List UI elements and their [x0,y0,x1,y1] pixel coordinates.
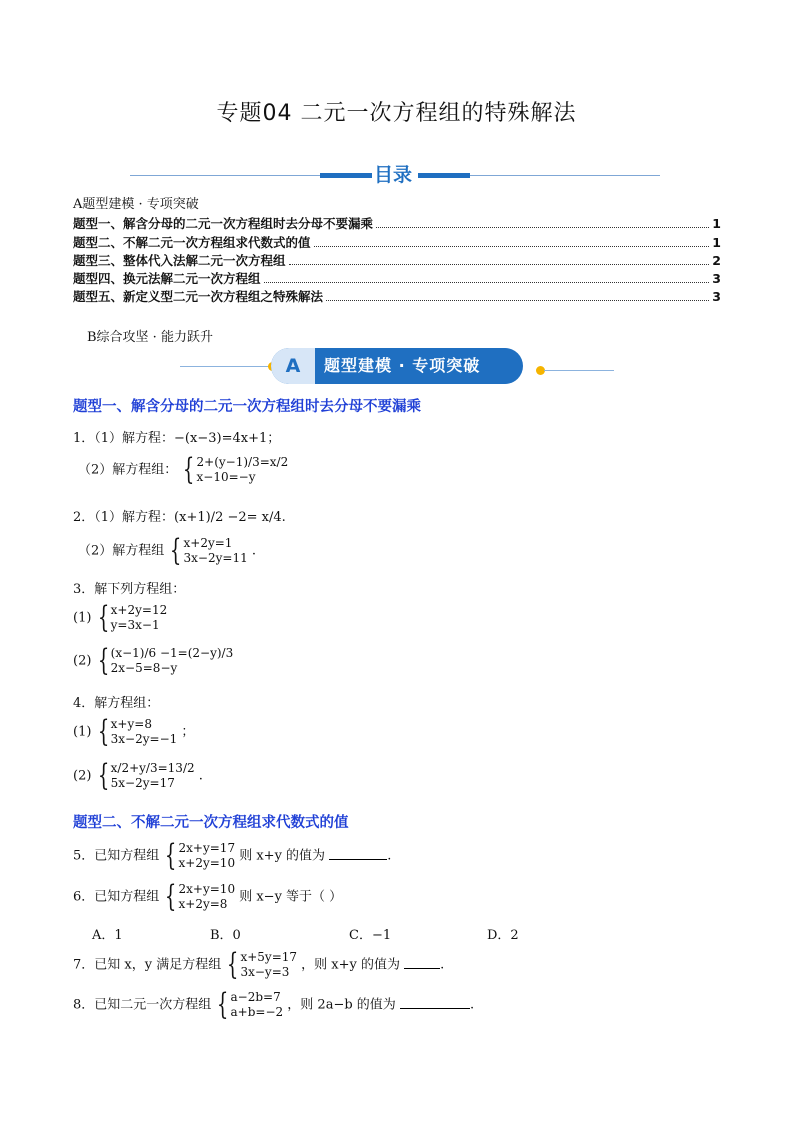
brace-icon: { [170,533,182,568]
brace-icon: { [97,758,109,793]
brace-icon: { [227,947,239,982]
equation-system [163,879,236,914]
question-label: 5．已知方程组 [73,848,160,864]
equation: 3x−y=3 [240,965,290,979]
toc-accent-right [418,173,470,178]
page-title: 专题04 二元一次方程组的特殊解法 [216,101,577,126]
banner-letter: A [271,348,315,384]
question-6 [73,879,343,914]
section-title: 题型一、解含分母的二元一次方程组时去分母不要漏乘 [73,399,421,415]
equation-system [168,533,248,568]
equation-system [163,838,236,873]
toc-entry[interactable] [73,214,721,232]
equation-system [215,987,284,1022]
toc-accent-left [320,173,372,178]
question-4-1: (1) { x+y=8 3x−2y=−1 ； [73,714,195,749]
toc-entry-page: 1 [712,235,721,250]
question-label: 7．已知 x，y 满足方程组 [73,957,222,973]
toc-entry-label: 题型二、不解二元一次方程组求代数式的值 [73,235,311,250]
brace-icon: { [183,452,195,487]
question-text: 则 x−y 等于（ ） [239,889,343,905]
toc-entry[interactable] [73,269,721,287]
equation: (x+1)/2 −2= x/4. [174,510,286,525]
brace-icon: { [97,643,109,678]
question-label: 8．已知二元一次方程组 [73,997,212,1013]
equation: y=3x−1 [110,618,160,632]
question-4-2: (2) { x/2+y/3=13/2 5x−2y=17 . [73,758,203,793]
toc-divider-right [470,175,660,176]
answer-blank[interactable] [404,968,440,969]
equation-system [225,947,298,982]
brace-icon: { [165,838,177,873]
equation: a+b=−2 [230,1005,284,1019]
equation-system [96,758,195,793]
question-text: ，则 2a−b 的值为 [287,997,396,1013]
toc-divider-left [130,175,320,176]
toc-entry-label: 题型五、新定义型二元一次方程组之特殊解法 [73,289,324,304]
question-text: 则 x+y 的值为 [239,848,326,864]
equation: 2x−5=8−y [110,661,178,675]
equation: 2x+y=17 [178,841,236,855]
toc-entry-label: 题型四、换元法解二元一次方程组 [73,271,261,286]
equation-system [96,714,178,749]
brace-icon: { [97,714,109,749]
toc-entry[interactable] [73,251,721,269]
choice-a[interactable]: A．1 [92,928,123,943]
equation: 5x−2y=17 [110,776,175,790]
question-3-1: (1) { x+2y=12 y=3x−1 [73,600,168,635]
answer-blank[interactable] [329,859,387,860]
toc-heading: 目录 [374,164,413,186]
equation: (x−1)/6 −1=(2−y)/3 [110,646,234,660]
toc-part-b: B综合攻坚 · 能力跃升 [87,330,213,345]
brace-icon: { [165,879,177,914]
toc-entry-label: 题型一、解含分母的二元一次方程组时去分母不要漏乘 [73,216,374,231]
section-title: 题型二、不解二元一次方程组求代数式的值 [73,815,349,831]
question-1a: 1．（1）解方程：−(x−3)=4x+1； [73,431,281,446]
toc-entry[interactable] [73,233,721,251]
equation: 3x−2y=11 [183,551,248,565]
equation: x+2y=12 [110,603,168,617]
question-4: 4．解方程组： [73,696,160,711]
choice-d[interactable]: D．2 [487,928,519,943]
question-2b: （2）解方程组 { x+2y=1 3x−2y=11 . [78,533,256,568]
question-label: （2）解方程组： [78,462,178,478]
toc-entry-page: 3 [712,289,721,304]
equation: a−2b=7 [230,990,281,1004]
question-2a [73,506,286,525]
toc-entry-page: 2 [712,253,721,268]
choice-b[interactable]: B．0 [210,928,241,943]
equation-system [181,452,289,487]
question-label: 6．已知方程组 [73,889,160,905]
toc-entry-page: 3 [712,271,721,286]
toc-entry-page: 1 [712,216,721,231]
banner-divider-right [544,370,614,371]
question-3-2: (2) { (x−1)/6 −1=(2−y)/3 2x−5=8−y [73,643,234,678]
equation: x−10=−y [196,470,256,484]
banner-text: 题型建模 · 专项突破 [324,356,481,375]
equation: 2x+y=10 [178,882,236,896]
equation: 2+(y−1)/3=x/2 [196,455,289,469]
question-3: 3．解下列方程组： [73,582,186,597]
banner-divider-left [180,366,270,367]
question-8: 8．已知二元一次方程组 { a−2b=7 a+b=−2 ，则 2a−b 的值为 . [73,987,475,1022]
brace-icon: { [217,987,229,1022]
equation-system [96,643,234,678]
equation: x+2y=1 [183,536,233,550]
equation: x/2+y/3=13/2 [110,761,195,775]
toc-entry[interactable] [73,287,721,305]
toc-part-a: A题型建模 · 专项突破 [73,197,199,212]
equation: x+5y=17 [240,950,298,964]
brace-icon: { [97,600,109,635]
equation: 3x−2y=−1 [110,732,178,746]
choice-c[interactable]: C．−1 [349,928,392,943]
question-1b [78,452,289,487]
equation: x+2y=10 [178,856,236,870]
question-label: （2）解方程组 [78,543,165,559]
question-label: 2．（1）解方程： [73,510,175,525]
question-7: 7．已知 x，y 满足方程组 { x+5y=17 3x−y=3 ，则 x+y 的值为 . [73,947,445,982]
equation: x+2y=8 [178,897,228,911]
question-text: ，则 x+y 的值为 [301,957,400,973]
question-5: 5．已知方程组 { 2x+y=17 x+2y=10 则 x+y 的值为 . [73,838,392,873]
equation-system [96,600,168,635]
equation: x+y=8 [110,717,152,731]
answer-blank[interactable] [400,1008,470,1009]
toc-entry-label: 题型三、整体代入法解二元一次方程组 [73,253,286,268]
